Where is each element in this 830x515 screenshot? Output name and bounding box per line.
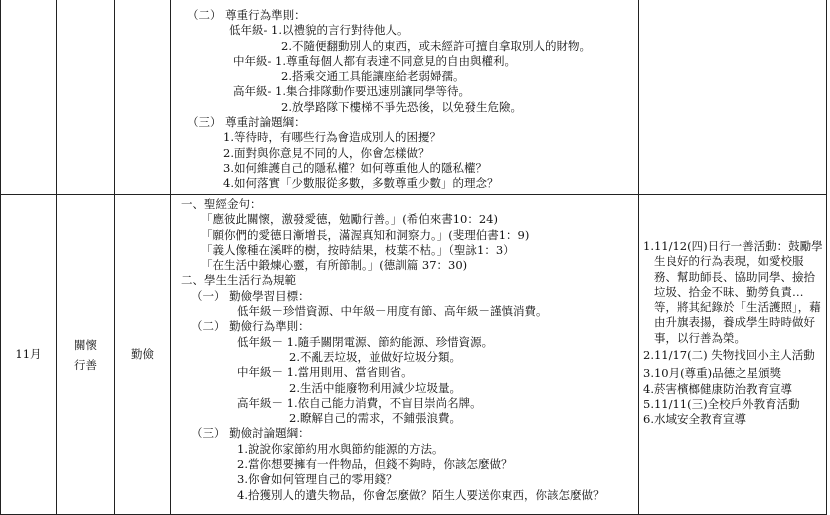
activity-number: 5. (643, 396, 654, 411)
activity-number: 1. (643, 239, 654, 253)
november-row (1, 195, 827, 515)
bible-verse-line: 「應彼此關懷，激發愛德，勉勵行善。」(希伯來書10：24) (201, 212, 498, 227)
respect-discussion-heading: （三） 尊重討論題綱： (187, 115, 306, 130)
theme-cell (57, 195, 115, 515)
respect-rule-line: 低年級- 1.以禮貌的言行對待他人。 (229, 23, 409, 38)
bible-verse-line: 「願你們的愛德日漸增長，滿渥真知和洞察力。」(斐理伯書1：9) (201, 227, 530, 242)
activity-number: 6. (643, 412, 654, 427)
respect-discussion-item: 3.如何維護自己的隱私權？如何尊重他人的隱私權？ (223, 160, 487, 175)
month-cell-empty (1, 0, 57, 195)
bible-verse-heading: 一、聖經金句： (181, 197, 262, 211)
frugality-rule-line: 2.生活中能廢物利用減少垃圾量。 (289, 380, 461, 395)
frugality-rule-line: 高年級－ 1.依自己能力消費，不盲目崇尚名牌。 (237, 395, 482, 410)
respect-discussion-item: 1.等待時，有哪些行為會造成別人的困擾？ (223, 130, 441, 145)
theme-cell-empty (57, 0, 115, 195)
frugality-discussion-item: 1.說說你家節約用水與節約能源的方法。 (237, 441, 444, 456)
activity-number: 2. (643, 348, 654, 363)
activity-item (643, 239, 826, 346)
bible-verse-line: 「在生活中鍛煉心靈，有所節制。」(德訓篇 37：30) (201, 258, 468, 273)
respect-discussion-item: 4.如何落實「少數服從多數，多數尊重少數」的理念？ (223, 176, 499, 191)
october-row-continued (1, 0, 827, 195)
activity-item (643, 412, 826, 427)
frugality-discussion-item: 3.你會如何管理自己的零用錢？ (237, 472, 398, 487)
frugality-rule-line: 中年級－ 1.當用則用、當省則省。 (237, 365, 413, 380)
respect-rule-line: 2.搭乘交通工具能讓座給老弱婦孺。 (281, 69, 465, 84)
virtue-cell-empty (115, 0, 171, 195)
bible-verse-line: 「義人像種在溪畔的樹，按時結果，枝葉不枯。」（聖詠1：3） (201, 242, 515, 257)
frugality-discussion-heading: （三） 勤儉討論題綱： (191, 426, 310, 441)
frugality-rule-line: 低年級－ 1.隨手關閉電源、節約能源、珍惜資源。 (237, 334, 494, 349)
virtue-cell (115, 195, 171, 515)
activity-item (643, 366, 826, 381)
frugality-rule-line: 2.瞭解自己的需求，不鋪張浪費。 (289, 411, 461, 426)
frugality-rules-heading: （二） 勤儉行為準則： (191, 319, 310, 334)
activity-text: 11/17(二) 失物找回小主人活動 (653, 348, 815, 363)
activity-text: 11/11(三)全校戶外教育活動 (653, 396, 800, 411)
respect-rule-line: 2.不隨便翻動別人的東西，或未經許可擅自拿取別人的財物。 (281, 38, 591, 53)
activity-text: 10月(尊重)品德之星頒獎 (653, 366, 782, 381)
activity-text: 水域安全教育宣導 (653, 412, 746, 427)
activity-item (643, 348, 826, 363)
frugality-discussion-item: 4.拾獲別人的遺失物品，你會怎麼做？陌生人要送你東西，你該怎麼做？ (237, 487, 605, 502)
student-conduct-heading: 二、學生生活行為規範 (181, 273, 296, 288)
frugality-goals-heading: （一） 勤儉學習目標： (191, 288, 310, 303)
frugality-discussion-item: 2.當你想要擁有一件物品，但錢不夠時，你該怎麼做？ (237, 457, 513, 472)
month-label: 11月 (15, 346, 42, 361)
frugality-rule-line: 2.不亂丟垃圾，並做好垃圾分類。 (289, 349, 461, 364)
activity-number: 4. (643, 381, 654, 396)
activity-text: 菸害檳榔健康防治教育宣導 (653, 381, 792, 396)
respect-rule-line: 中年級- 1.尊重每個人都有表達不同意見的自由與權利。 (233, 53, 517, 68)
activity-number: 3. (643, 366, 654, 381)
month-cell (1, 195, 57, 515)
respect-content-cell (171, 0, 639, 195)
activity-text: 11/12(四)日行一善活動：鼓勵學生良好的行為表現，如愛校服務、幫助師長、協助同學、撿拾垃圾、拾金不昧、勤勞負責…等，將其紀錄於「生活護照」，藉由升旗表揚，養成學生時時做好事，以行善為榮。 (653, 239, 823, 345)
activities-cell-empty (639, 0, 827, 195)
frugality-goals-line: 低年級－珍惜資源、中年級－用度有節、高年級－謹慎消費。 (237, 304, 548, 319)
virtue-label: 勤儉 (131, 346, 154, 361)
respect-discussion-item: 2.面對與你意見不同的人，你會怎樣做？ (223, 145, 430, 160)
frugality-content-cell (171, 195, 639, 515)
activity-item (643, 382, 826, 397)
respect-rules-heading: （二） 尊重行為準則： (187, 8, 306, 22)
activities-list (639, 239, 826, 428)
activity-item (643, 397, 826, 412)
respect-rule-line: 高年級- 1.集合排隊動作要迅速別讓同學等待。 (233, 84, 471, 99)
respect-rule-line: 2.放學路隊下樓梯不爭先恐後，以免發生危險。 (281, 99, 522, 114)
activities-cell (639, 195, 827, 515)
theme-label: 關懷行善 (74, 337, 97, 372)
